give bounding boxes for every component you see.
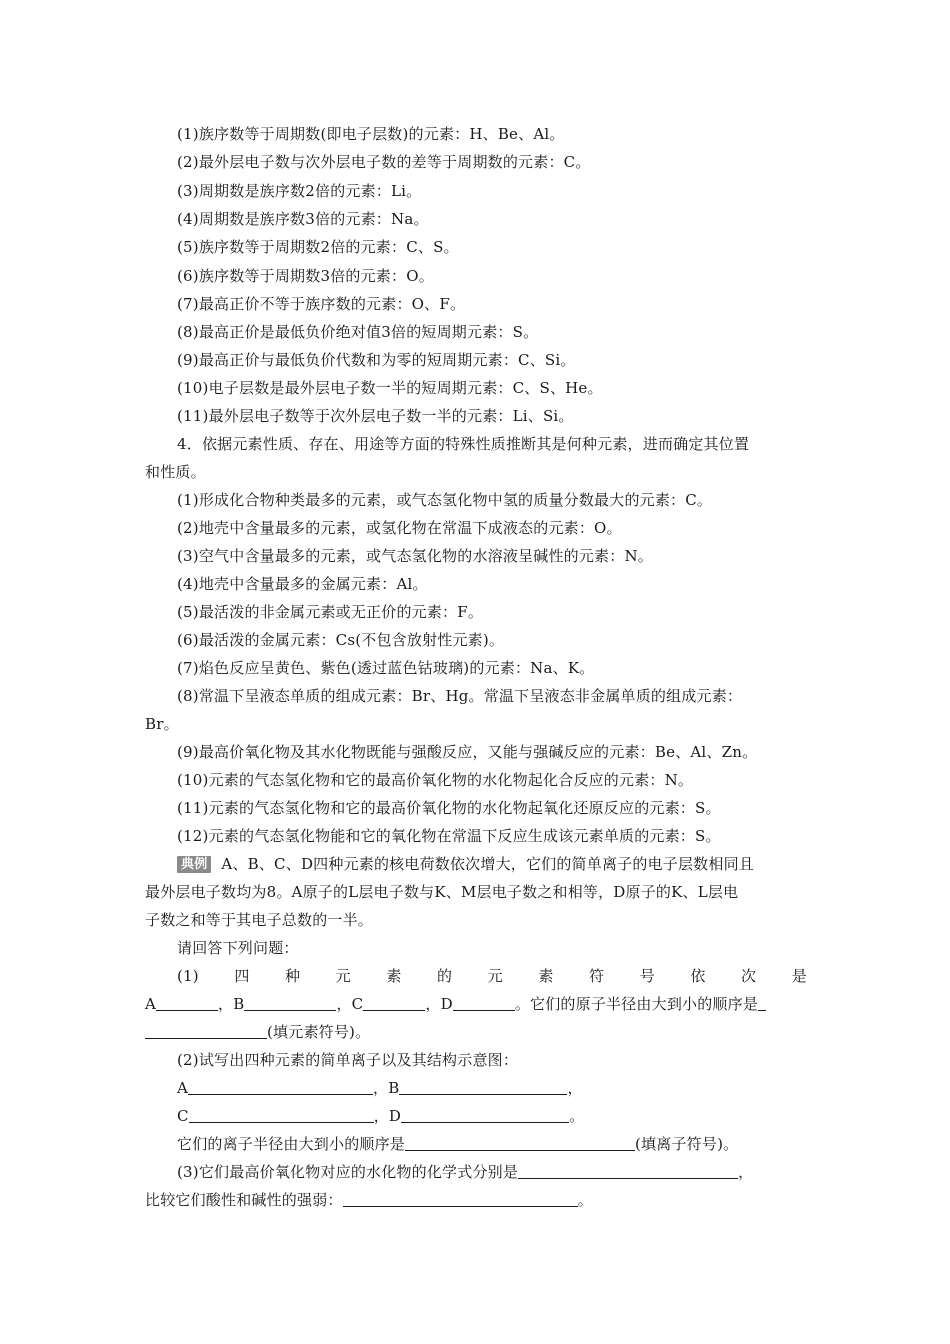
question-3 — [177, 1162, 842, 1182]
answer-blank-c[interactable] — [363, 995, 425, 1011]
example-text: 最外层电子数均为8。A原子的L层电子数与K、M层电子数之和相等，D原子的K、L层电 — [145, 883, 739, 901]
rule-item: (8)最高正价是最低负价绝对值3倍的短周期元素：S。 — [177, 323, 539, 341]
rule-item: (6)族序数等于周期数3倍的元素：O。 — [177, 267, 434, 285]
answer-blank-ion-a[interactable] — [188, 1079, 373, 1095]
rule-item: (10)电子层数是最外层电子数一半的短周期元素：C、S、He。 — [177, 379, 603, 397]
rule-item: (10)元素的气态氢化物和它的最高价氧化物的水化物起化合反应的元素：N。 — [177, 771, 694, 789]
question-1-cont — [145, 1022, 810, 1042]
rule-item: (9)最高正价与最低负价代数和为零的短周期元素：C、Si。 — [177, 351, 576, 369]
question-text: 比较它们酸性和碱性的强弱： — [145, 1191, 343, 1209]
rule-item: (3)空气中含量最多的元素，或气态氢化物的水溶液呈碱性的元素：N。 — [177, 547, 653, 565]
question-1 — [177, 966, 807, 986]
q1-word: 是 — [791, 967, 807, 985]
example-text: 子数之和等于其电子总数的一半。 — [145, 911, 374, 929]
answer-label: A — [145, 995, 157, 1013]
q1-word: 号 — [639, 967, 655, 985]
punctuation: ， — [738, 1163, 754, 1181]
answer-label: ， — [567, 1079, 583, 1097]
answer-blank-a[interactable] — [156, 995, 218, 1011]
answer-blank-ion-b[interactable] — [399, 1079, 567, 1095]
question-text: (3)它们最高价氧化物对应的水化物的化学式分别是 — [177, 1163, 519, 1181]
rule-item: (7)焰色反应呈黄色、紫色(透过蓝色钴玻璃)的元素：Na、K。 — [177, 659, 595, 677]
rule-item: (11)元素的气态氢化物和它的最高价氧化物的水化物起氧化还原反应的元素：S。 — [177, 799, 721, 817]
example-badge: 典例 — [177, 856, 211, 873]
answer-label: A — [177, 1079, 189, 1097]
rule-item: (5)最活泼的非金属元素或无正价的元素：F。 — [177, 603, 484, 621]
answer-blank-d[interactable] — [453, 995, 515, 1011]
answer-blank-radius[interactable] — [758, 995, 766, 1011]
rule-item: (9)最高价氧化物及其水化物既能与强酸反应，又能与强碱反应的元素：Be、Al、Zn。 — [177, 743, 758, 761]
answer-label: ，D — [373, 1107, 402, 1125]
rule-item: (11)最外层电子数等于次外层电子数一半的元素：Li、Si。 — [177, 407, 574, 425]
q1-word: 四 — [234, 967, 250, 985]
answer-label: ，B — [218, 995, 245, 1013]
q1-word: 种 — [285, 967, 301, 985]
answer-label: 。 — [569, 1107, 585, 1125]
answer-label: C — [177, 1107, 189, 1125]
answer-label: ，C — [336, 995, 364, 1013]
example-text: A、B、C、D四种元素的核电荷数依次增大，它们的简单离子的电子层数相同且 — [221, 855, 754, 873]
rule-item: (3)周期数是族序数2倍的元素：Li。 — [177, 182, 422, 200]
example-intro — [177, 854, 842, 874]
q1-word: 素 — [386, 967, 402, 985]
answer-blank-radius-cont[interactable] — [145, 1023, 267, 1039]
rule-item: (1)形成化合物种类最多的元素，或气态氢化物中氢的质量分数最大的元素：C。 — [177, 491, 713, 509]
rule-item: (4)地壳中含量最多的金属元素：Al。 — [177, 575, 428, 593]
rule-item: (12)元素的气态氢化物能和它的氧化物在常温下反应生成该元素单质的元素：S。 — [177, 827, 721, 845]
q1-word: 次 — [741, 967, 757, 985]
rule-item: (8)常温下呈液态单质的组成元素：Br、Hg。常温下呈液态非金属单质的组成元素： — [177, 687, 743, 705]
answer-blank-ion-radius[interactable] — [405, 1135, 635, 1151]
answer-hint: (填元素符号)。 — [267, 1023, 371, 1041]
rule-item: (2)地壳中含量最多的元素，或氢化物在常温下成液态的元素：O。 — [177, 519, 622, 537]
question-2-radius — [177, 1134, 842, 1154]
answer-label: ，D — [425, 995, 453, 1013]
question-2: (2)试写出四种元素的简单离子以及其结构示意图： — [177, 1051, 519, 1069]
q1-word: 依 — [690, 967, 706, 985]
section-heading: 4．依据元素性质、存在、用途等方面的特殊性质推断其是何种元素，进而确定其位置 — [177, 435, 750, 453]
answer-hint: (填离子符号)。 — [635, 1135, 739, 1153]
answer-blank-b[interactable] — [244, 995, 336, 1011]
question-2-row2 — [177, 1106, 842, 1126]
answer-label: ，B — [373, 1079, 400, 1097]
q1-word: 的 — [437, 967, 453, 985]
rule-item: (5)族序数等于周期数2倍的元素：C、S。 — [177, 238, 459, 256]
question-text: 它们的离子半径由大到小的顺序是 — [177, 1135, 406, 1153]
rule-item: (2)最外层电子数与次外层电子数的差等于周期数的元素：C。 — [177, 153, 591, 171]
punctuation: 。 — [577, 1191, 593, 1209]
question-prompt: 请回答下列问题： — [177, 939, 299, 957]
rule-item: (6)最活泼的金属元素：Cs(不包含放射性元素)。 — [177, 631, 505, 649]
answer-blank-ion-d[interactable] — [401, 1107, 569, 1123]
q1-word: 素 — [538, 967, 554, 985]
rule-item: (1)族序数等于周期数(即电子层数)的元素：H、Be、Al。 — [177, 125, 565, 143]
rule-item: (4)周期数是族序数3倍的元素：Na。 — [177, 210, 429, 228]
q1-word: 元 — [335, 967, 351, 985]
q1-word: (1) — [177, 967, 199, 985]
answer-blank-ion-c[interactable] — [189, 1107, 374, 1123]
section-heading-cont: 和性质。 — [145, 463, 206, 481]
answer-blank-formulas[interactable] — [518, 1163, 738, 1179]
question-3-cont — [145, 1190, 810, 1210]
q1-word: 元 — [487, 967, 503, 985]
q1-word: 符 — [589, 967, 605, 985]
question-1-answers — [145, 994, 810, 1014]
rule-item-cont: Br。 — [145, 715, 179, 733]
question-2-row1 — [177, 1078, 842, 1098]
answer-label: 。它们的原子半径由大到小的顺序是 — [514, 995, 759, 1013]
rule-item: (7)最高正价不等于族序数的元素：O、F。 — [177, 295, 466, 313]
answer-blank-acidity[interactable] — [343, 1191, 578, 1207]
